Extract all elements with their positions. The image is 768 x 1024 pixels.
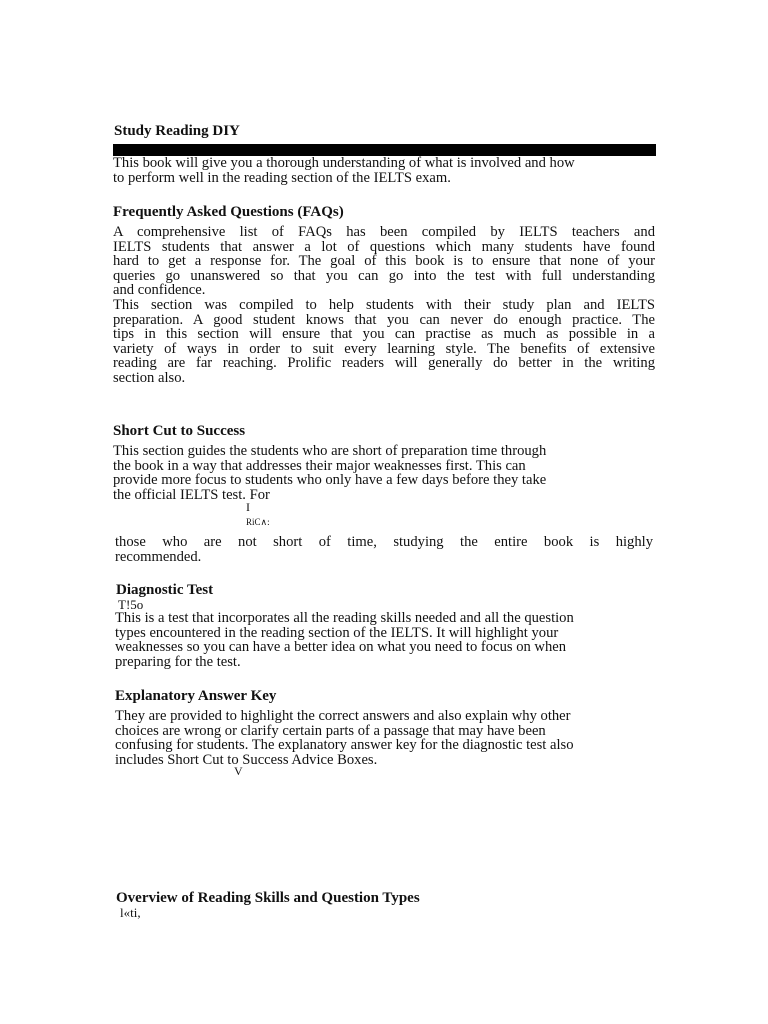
text-line: types encountered in the reading section of the IELTS. It will highlight your: [115, 624, 559, 641]
text-line: This is a test that incorporates all the reading skills needed and all the question: [115, 610, 574, 626]
text-line: variety of ways in order to suit every learning style. The benefits of extensive: [113, 340, 655, 357]
overview-heading: Overview of Reading Skills and Question Types: [116, 890, 420, 906]
answer-key-heading: Explanatory Answer Key: [115, 688, 277, 704]
text-line: hard to get a response for. The goal of this book is to ensure that none of your: [113, 253, 655, 270]
text-line: includes Short Cut to Success Advice Boxes.: [115, 751, 378, 768]
text-line: confusing for students. The explanatory answer key for the diagnostic test also: [115, 737, 574, 754]
study-reading-heading: Study Reading DIY: [114, 123, 240, 139]
shortcut-continued-paragraph: [115, 535, 653, 564]
stray-mark-i: I: [246, 500, 250, 514]
diagnostic-heading: Diagnostic Test: [116, 582, 214, 598]
text-line: This book will give you a thorough understanding of what is involved and how: [113, 155, 575, 171]
text-line: recommended.: [115, 548, 202, 565]
text-line: provide more focus to students who only have a few days before they take: [113, 472, 547, 489]
diagnostic-stray-mark: T!5o: [118, 597, 144, 612]
stray-mark-ric: RiC∧:: [246, 517, 270, 527]
text-line: preparing for the test.: [115, 653, 241, 670]
answer-key-stray-mark: V: [234, 764, 243, 778]
text-line: to perform well in the reading section of the IELTS exam.: [113, 169, 451, 186]
text-line: reading are far reaching. Prolific readers will generally do better in the writing: [113, 355, 655, 372]
shortcut-paragraph: [113, 444, 643, 502]
text-line: This section guides the students who are short of preparation time through: [113, 443, 547, 459]
text-line: choices are wrong or clarify certain parts of a passage that may have been: [115, 722, 546, 739]
text-line: A comprehensive list of FAQs has been compiled by IELTS teachers and: [113, 224, 655, 240]
text-line: This section was compiled to help students with their study plan and IELTS: [113, 297, 655, 313]
text-line: tips in this section will ensure that you can practise as much as possible in a: [113, 326, 655, 343]
text-line: and confidence.: [113, 282, 206, 299]
diagnostic-paragraph: [115, 611, 655, 669]
text-line: queries go unanswered so that you can go into the test with full understanding: [113, 267, 655, 284]
text-line: IELTS students that answer a lot of questions which many students have found: [113, 238, 655, 255]
text-line: the official IELTS test. For: [113, 486, 270, 503]
study-plan-paragraph: [113, 298, 655, 386]
intro-paragraph: [113, 156, 655, 185]
faq-heading: Frequently Asked Questions (FAQs): [113, 204, 344, 220]
text-line: the book in a way that addresses their major weaknesses first. This can: [113, 457, 526, 474]
text-line: section also.: [113, 369, 186, 386]
faq-paragraph: [113, 225, 655, 298]
text-line: preparation. A good student knows that you can never do enough practice. The: [113, 311, 655, 328]
shortcut-heading: Short Cut to Success: [113, 423, 246, 439]
answer-key-paragraph: [115, 709, 655, 767]
overview-stray-mark: l«ti,: [120, 905, 141, 920]
text-line: weaknesses so you can have a better idea on what you need to focus on when: [115, 639, 567, 656]
text-line: those who are not short of time, studying the entire book is highly: [115, 534, 653, 550]
text-line: They are provided to highlight the correct answers and also explain why other: [115, 708, 571, 724]
